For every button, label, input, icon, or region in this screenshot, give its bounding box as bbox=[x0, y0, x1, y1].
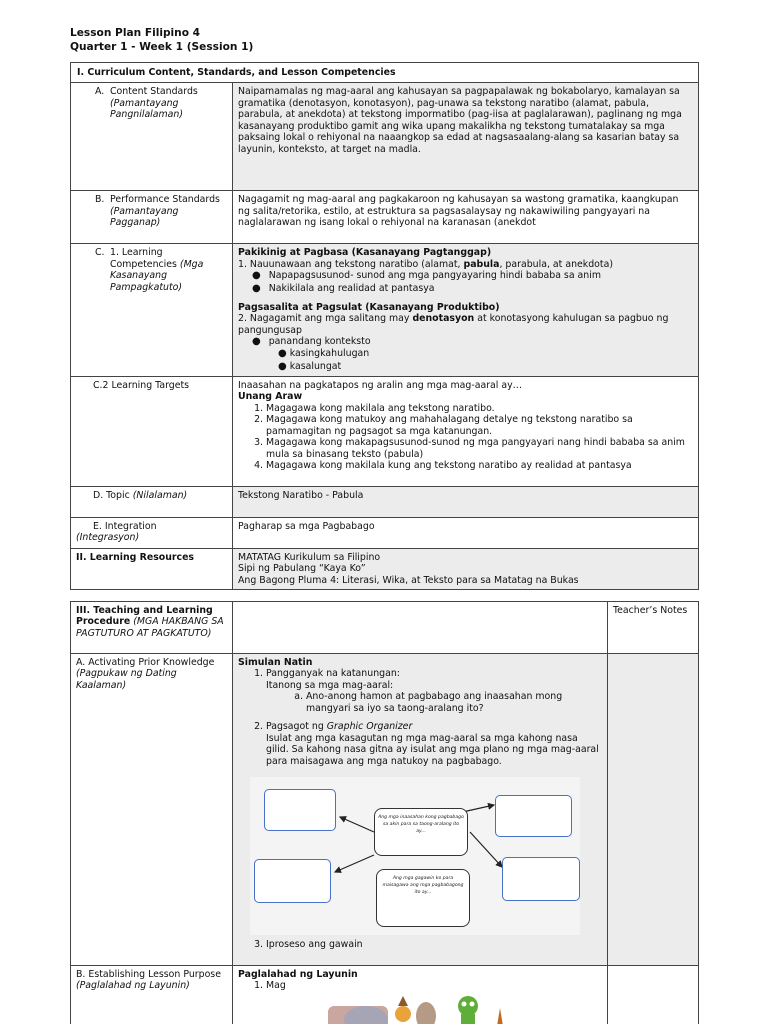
competency-heading-productive: Pagsasalita at Pagsulat (Kasanayang Produktibo) bbox=[238, 301, 500, 313]
organizer-box-top-left bbox=[264, 789, 336, 831]
resource-line: Sipi ng Pabulang “Kaya Ko” bbox=[238, 563, 366, 575]
simulan-natin-heading: Simulan Natin bbox=[238, 657, 313, 668]
lesson-plan-title: Lesson Plan Filipino 4 bbox=[70, 27, 201, 39]
competency-bullets-3 bbox=[238, 348, 693, 372]
targets-list bbox=[238, 403, 693, 472]
lesson-purpose-content bbox=[233, 966, 608, 1024]
lesson-purpose-label: B. Establishing Lesson Purpose (Paglalahad ng Layunin) bbox=[71, 966, 233, 1024]
competency-bullets-1 bbox=[238, 270, 693, 294]
step-3: 3. Iproseso ang gawain bbox=[266, 939, 602, 950]
animal-illustration bbox=[308, 992, 568, 1024]
curriculum-table bbox=[70, 62, 699, 590]
document-header bbox=[70, 27, 253, 55]
procedure-title: III. Teaching and Learning Procedure (MGA HAKBANG SA PAGTUTURO AT PAGKATUTO) bbox=[71, 602, 233, 654]
teachers-notes-cell bbox=[608, 966, 699, 1024]
competency-item-2: 2. Nagagamit ang mga salitang may denotasyon at konotasyong kahulugan sa pagbuo ng pangungusap bbox=[238, 313, 669, 336]
resources-text bbox=[233, 548, 699, 589]
list-item: 4. Magagawa kong makilala kung ang tekstong naratibo ay realidad at pantasya bbox=[266, 460, 693, 471]
list-item: ● Napapagsusunod- sunod ang mga pangyayaring hindi bababa sa anim bbox=[252, 270, 693, 282]
list-item: 2. Magagawa kong matukoy ang mahahalagang detalye ng tekstong naratibo sa pamamagitan ng pagsagot sa mga katanungan. bbox=[266, 414, 693, 437]
step-1: 1. Mag bbox=[266, 980, 602, 991]
competency-item-1: 1. Nauunawaan ang tekstong naratibo (alamat, pabula, parabula, at anekdota) bbox=[238, 258, 613, 270]
resource-line: Ang Bagong Pluma 4: Literasi, Wika, at Teksto para sa Matatag na Bukas bbox=[238, 574, 579, 586]
list-item: ● panandang konteksto bbox=[252, 336, 693, 348]
activating-knowledge-content bbox=[233, 654, 608, 966]
content-standards-label: A. Content Standards (Pamantayang Pangnilalaman) bbox=[71, 83, 233, 191]
day-label: Unang Araw bbox=[238, 391, 303, 403]
list-item: 1. Magagawa kong makilala ang tekstong naratibo. bbox=[266, 403, 693, 414]
resource-line: MATATAG Kurikulum sa Filipino bbox=[238, 551, 381, 563]
list-item: 3. Magagawa kong makapagsusunod-sunod ng mga pangyayari nang hindi bababa sa anim mula sa binasang teksto (pabula) bbox=[266, 437, 693, 460]
learning-targets-label: C.2 Learning Targets bbox=[71, 376, 233, 486]
integration-label: E. Integration (Integrasyon) bbox=[71, 517, 233, 548]
organizer-center-top: Ang mga inaasahan kong pagbabago sa akin para sa taong-aralang ito ay... bbox=[374, 808, 468, 856]
organizer-box-top-right bbox=[495, 795, 572, 837]
organizer-box-bottom-left bbox=[254, 859, 331, 903]
organizer-box-bottom-right bbox=[502, 857, 580, 901]
procedure-table bbox=[70, 601, 699, 1024]
topic-text: Tekstong Naratibo - Pabula bbox=[233, 486, 699, 517]
list-item: ● Nakikilala ang realidad at pantasya bbox=[252, 283, 693, 295]
organizer-center-bottom: Ang mga gagawin ko para maisagawa ang mga pagbabagong ito ay... bbox=[376, 869, 470, 927]
step-1: 1. Pangganyak na katanungan: Itanong sa mga mag-aaral: a. Ano-anong hamon at pagbabago ang inaasahan mong mangyari sa iyo sa taong-aralang ito? bbox=[266, 668, 602, 714]
learning-competencies-text bbox=[233, 244, 699, 376]
competency-bullets-2 bbox=[238, 336, 693, 348]
resources-label: II. Learning Resources bbox=[71, 548, 233, 589]
learning-competencies-label: C. 1. Learning Competencies (Mga Kasanayang Pampagkatuto) bbox=[71, 244, 233, 376]
cartoon-animals-icon bbox=[308, 992, 568, 1024]
list-item: ● kasingkahulugan bbox=[278, 348, 693, 360]
teachers-notes-header: Teacher’s Notes bbox=[608, 602, 699, 654]
competency-heading-receptive: Pakikinig at Pagbasa (Kasanayang Pagtanggap) bbox=[238, 247, 492, 259]
topic-label: D. Topic (Nilalaman) bbox=[71, 486, 233, 517]
graphic-organizer bbox=[250, 777, 580, 935]
performance-standards-text: Nagagamit ng mag-aaral ang pagkakaroon ng kahusayan sa wastong gramatika, kaangkupan ng salita/retorika, estilo, at estruktura sa pagsasalaysay ng nakawiwiling pangyayari na naglalarawan ng isang lokal o rehiyonal na karanasan (anekdot bbox=[233, 191, 699, 244]
learning-targets-text: Inaasahan na pagkatapos ng aralin ang mga mag-aaral ay… Unang Araw 1. Magagawa kong makilala ang tekstong naratibo. 2. Magagawa kong matukoy ang mahahalagang detalye ng tekstong naratibo sa pamamagitan ng pagsagot sa mga katanungan. 3. Magagawa kong makapagsusunod-sunod ng mga pangyayari nang hindi bababa sa anim mula sa binasang teksto (pabula) 4. Magagawa kong makilala kung ang tekstong naratibo ay realidad at pantasya bbox=[233, 376, 699, 486]
list-item: ● kasalungat bbox=[278, 361, 693, 373]
section1-title: I. Curriculum Content, Standards, and Lesson Competencies bbox=[71, 63, 699, 83]
list-item: a. Ano-anong hamon at pagbabago ang inaasahan mong mangyari sa iyo sa taong-aralang ito? bbox=[306, 691, 602, 714]
activating-knowledge-label: A. Activating Prior Knowledge (Pagpukaw ng Dating Kaalaman) bbox=[71, 654, 233, 966]
procedure-header-blank bbox=[233, 602, 608, 654]
content-standards-text: Naipamamalas ng mag-aaral ang kahusayan sa pagpapalawak ng bokabolaryo, kamalayan sa gramatika (denotasyon, konotasyon), pag-unawa sa tekstong naratibo (alamat, pabula, parabula, at anekdota) at tekstong impormatibo (pag-iisa at paglalarawan), paglinang ng mga kasanayang produktibo gamit ang wika upang makalikha ng tekstong tumatalakay sa mga paksaing lokal o rehiyonal na naaangkop sa edad at nagsasaalang-alang sa kasarian batay sa layunin, konteksto, at target na madla. bbox=[233, 83, 699, 191]
integration-text: Pagharap sa mga Pagbabago bbox=[233, 517, 699, 548]
performance-standards-label: B. Performance Standards (Pamantayang Pagganap) bbox=[71, 191, 233, 244]
step-2: 2. Pagsagot ng Graphic Organizer Isulat ang mga kasagutan ng mga mag-aaral sa mga kahong nasa gilid. Sa kahong nasa gitna ay isulat ang mga plano ng mga mag-aaral para maisagawa ang mga natukoy na pagbabago. bbox=[266, 721, 602, 767]
paglalahad-heading: Paglalahad ng Layunin bbox=[238, 969, 358, 980]
teachers-notes-cell bbox=[608, 654, 699, 966]
quarter-week-label: Quarter 1 - Week 1 (Session 1) bbox=[70, 40, 254, 53]
